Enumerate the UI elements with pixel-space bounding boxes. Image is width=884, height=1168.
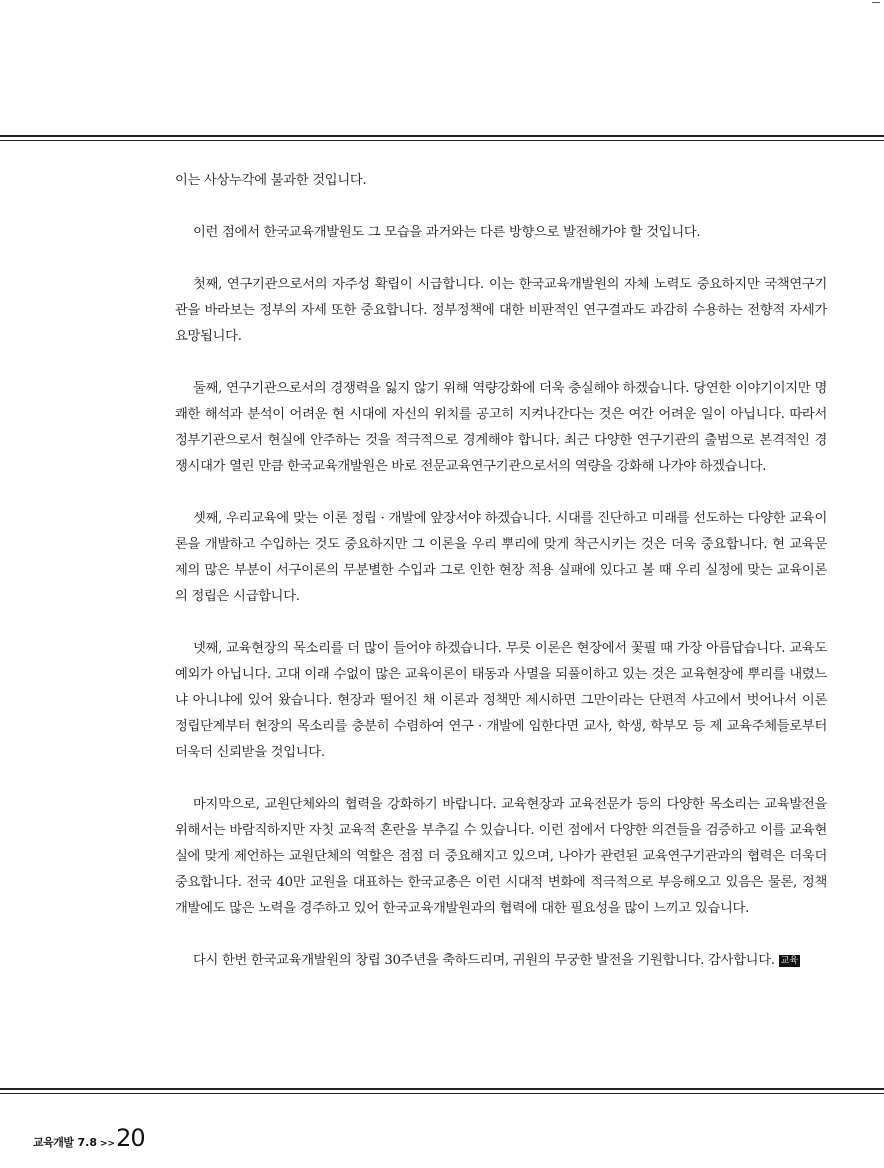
corner-crop-mark (872, 2, 880, 3)
paragraph-fourth: 넷째, 교육현장의 목소리를 더 많이 들어야 하겠습니다. 무릇 이론은 현장에서 꽃필 때 가장 아름답습니다. 교육도 예외가 아닙니다. 고대 이래 수없이 많은 교육이론이 태동과 사멸을 되풀이하고 있는 것은 교육현장에 뿌리를 내렸느냐 아니냐에 있어 왔습니다. 현장과 떨어진 채 이론과 정책만 제시하면 그만이라는 단편적 사고에서 벗어나서 이론 정립단계부터 현장의 목소리를 충분히 수렴하여 연구 · 개발에 임한다면 교사, 학생, 학부모 등 제 교육주체들로부터 더욱더 신뢰받을 것입니다. (175, 641, 827, 760)
article-body (175, 168, 827, 974)
end-mark-icon: 교육 (780, 956, 799, 966)
paragraph-first: 첫째, 연구기관으로서의 자주성 확립이 시급합니다. 이는 한국교육개발원의 자체 노력도 중요하지만 국책연구기관을 바라보는 정부의 자세 또한 중요합니다. 정부정책에 대한 비판적인 연구결과도 과감히 수용하는 전향적 자세가 요망됩니다. (175, 277, 827, 344)
page-footer (33, 1124, 145, 1152)
arrows-icon: >> (100, 1139, 116, 1149)
closing-text: 다시 한번 한국교육개발원의 창립 30주년을 축하드리며, 귀원의 무궁한 발전을 기원합니다. 감사합니다. (193, 953, 775, 968)
paragraph-last-point: 마지막으로, 교원단체와의 협력을 강화하기 바랍니다. 교육현장과 교육전문가 등의 다양한 목소리는 교육발전을 위해서는 바람직하지만 자칫 교육적 혼란을 부추길 수 있습니다. 이런 점에서 다양한 의견들을 검증하고 이를 교육현실에 맞게 제언하는 교원단체의 역할은 점점 더 중요해지고 있으며, 나아가 관련된 교육연구기관과의 협력은 더욱더 중요합니다. 전국 40만 교원을 대표하는 한국교총은 이런 시대적 변화에 적극적으로 부응해오고 있음은 물론, 정책개발에도 많은 노력을 경주하고 있어 한국교육개발원과의 협력에 대한 필요성을 많이 느끼고 있습니다. (175, 797, 827, 916)
footer-rule (0, 1088, 884, 1094)
page-number: 20 (116, 1124, 145, 1152)
paragraph-closing (175, 948, 827, 974)
magazine-name: 교육개발 (33, 1136, 74, 1149)
paragraph-intro: 이는 사상누각에 불과한 것입니다. (175, 173, 367, 188)
paragraph-second: 둘째, 연구기관으로서의 경쟁력을 잃지 않기 위해 역량강화에 더욱 충실해야 하겠습니다. 당연한 이야기이지만 명쾌한 해석과 분석이 어려운 현 시대에 자신의 위치를 공고히 지켜나간다는 것은 여간 어려운 일이 아닙니다. 따라서 정부기관으로서 현실에 안주하는 것을 적극적으로 경계해야 합니다. 최근 다양한 연구기관의 출범으로 본격적인 경쟁시대가 열린 만큼 한국교육개발원은 바로 전문교육연구기관으로서의 역량을 강화해 나가야 하겠습니다. (175, 381, 827, 474)
paragraph-direction: 이런 점에서 한국교육개발원도 그 모습을 과거와는 다른 방향으로 발전해가야 할 것입니다. (193, 225, 701, 240)
issue-number: 7.8 (77, 1136, 98, 1149)
paragraph-third: 셋째, 우리교육에 맞는 이론 정립 · 개발에 앞장서야 하겠습니다. 시대를 진단하고 미래를 선도하는 다양한 교육이론을 개발하고 수입하는 것도 중요하지만 그 이론을 우리 뿌리에 맞게 착근시키는 것은 더욱 중요합니다. 현 교육문제의 많은 부분이 서구이론의 무분별한 수입과 그로 인한 현장 적용 실패에 있다고 볼 때 우리 실정에 맞는 교육이론의 정립은 시급합니다. (175, 511, 827, 604)
header-rule (0, 135, 884, 141)
